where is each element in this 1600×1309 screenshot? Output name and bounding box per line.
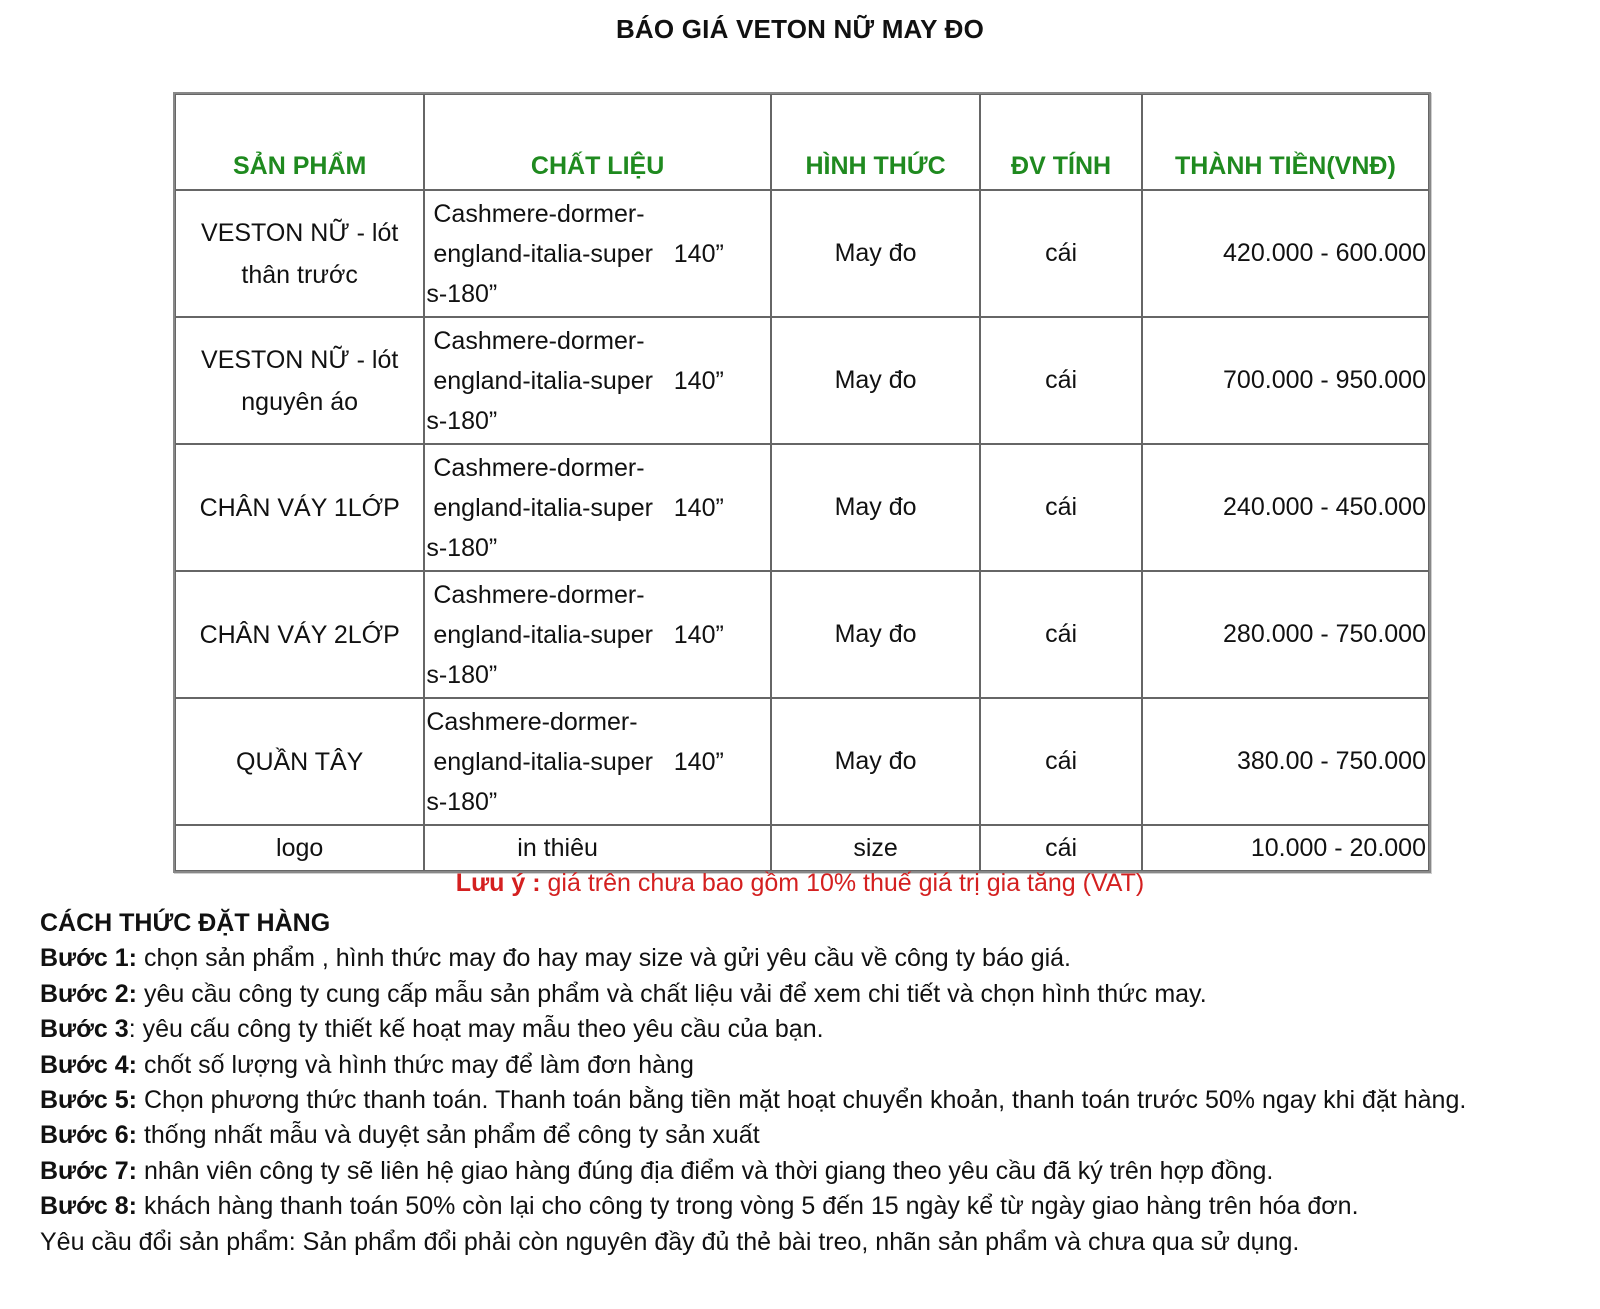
order-step — [40, 941, 1560, 976]
material-line2: england-italia-super 140” — [433, 366, 724, 395]
step-text: khách hàng thanh toán 50% còn lại cho công ty trong vòng 5 đến 15 ngày kể từ ngày giao hàng trên hóa đơn. — [137, 1192, 1359, 1221]
step-text: chốt số lượng và hình thức may để làm đơn hàng — [137, 1050, 694, 1079]
product-cell — [175, 317, 424, 444]
table-row-logo — [175, 825, 1429, 871]
method-cell: size — [771, 825, 981, 871]
step-label: Bước 8: — [40, 1192, 138, 1221]
price-cell: 420.000 - 600.000 — [1142, 190, 1429, 317]
header-price: THÀNH TIỀN(VNĐ) — [1142, 94, 1429, 190]
table-row — [175, 698, 1429, 825]
product-name-line2: thân trước — [241, 260, 358, 289]
material-line1: Cashmere-dormer- — [433, 199, 645, 228]
method-cell: May đo — [771, 444, 981, 571]
method-cell: May đo — [771, 698, 981, 825]
material-line3: s-180” — [426, 279, 498, 308]
unit-cell: cái — [980, 698, 1141, 825]
material-line3: s-180” — [426, 533, 498, 562]
header-material: CHẤT LIỆU — [424, 94, 770, 190]
product-name-line1: QUẦN TÂY — [236, 747, 364, 776]
step-text: yêu cầu công ty cung cấp mẫu sản phẩm và chất liệu vải để xem chi tiết và chọn hình thức may. — [137, 979, 1207, 1008]
price-cell: 280.000 - 750.000 — [1142, 571, 1429, 698]
order-instructions — [40, 906, 1560, 1260]
step-label: Bước 4: — [40, 1050, 138, 1079]
material-cell — [424, 698, 770, 825]
unit-cell: cái — [980, 190, 1141, 317]
order-step — [40, 1189, 1560, 1224]
vat-note — [0, 869, 1600, 898]
step-label: Bước 3 — [40, 1015, 129, 1044]
material-line1: Cashmere-dormer- — [433, 580, 645, 609]
material-line3: s-180” — [426, 787, 498, 816]
price-cell: 10.000 - 20.000 — [1142, 825, 1429, 871]
order-step — [40, 1118, 1560, 1153]
header-method: HÌNH THỨC — [771, 94, 981, 190]
page-title: BÁO GIÁ VETON NỮ MAY ĐO — [615, 14, 985, 44]
step-label: Bước 5: — [40, 1086, 138, 1115]
order-step — [40, 1154, 1560, 1189]
order-step — [40, 977, 1560, 1012]
method-cell: May đo — [771, 571, 981, 698]
material-cell: in thiêu — [424, 825, 770, 871]
material-line2: england-italia-super 140” — [433, 747, 724, 776]
method-cell: May đo — [771, 190, 981, 317]
product-name-line1: VESTON NỮ - lót — [201, 218, 399, 247]
material-line1: Cashmere-dormer- — [433, 453, 645, 482]
order-step — [40, 1083, 1560, 1118]
unit-cell: cái — [980, 444, 1141, 571]
product-name-line1: VESTON NỮ - lót — [201, 345, 399, 374]
table-row — [175, 317, 1429, 444]
table-row — [175, 571, 1429, 698]
product-cell — [175, 190, 424, 317]
unit-cell: cái — [980, 571, 1141, 698]
material-line2: england-italia-super 140” — [433, 493, 724, 522]
price-cell: 240.000 - 450.000 — [1142, 444, 1429, 571]
order-heading: CÁCH THỨC ĐẶT HÀNG — [40, 909, 331, 937]
material-line3: s-180” — [426, 406, 498, 435]
price-cell: 380.00 - 750.000 — [1142, 698, 1429, 825]
material-line2: england-italia-super 140” — [433, 620, 724, 649]
note-text: giá trên chưa bao gồm 10% thuế giá trị gia tăng (VAT) — [540, 869, 1145, 897]
material-line2: england-italia-super 140” — [433, 239, 724, 268]
product-cell — [175, 571, 424, 698]
header-product: SẢN PHẨM — [175, 94, 424, 190]
material-cell — [424, 444, 770, 571]
product-cell — [175, 698, 424, 825]
step-label: Bước 7: — [40, 1156, 138, 1185]
header-unit: ĐV TÍNH — [980, 94, 1141, 190]
order-step — [40, 1012, 1560, 1047]
material-cell — [424, 190, 770, 317]
step-label: Bước 1: — [40, 944, 138, 973]
unit-cell: cái — [980, 825, 1141, 871]
price-table — [173, 92, 1431, 873]
material-cell — [424, 571, 770, 698]
step-text: chọn sản phẩm , hình thức may đo hay may size và gửi yêu cầu về công ty báo giá. — [137, 944, 1071, 973]
table-row — [175, 190, 1429, 317]
price-cell: 700.000 - 950.000 — [1142, 317, 1429, 444]
product-cell — [175, 444, 424, 571]
product-name-line2: nguyên áo — [241, 387, 359, 416]
material-cell — [424, 317, 770, 444]
unit-cell: cái — [980, 317, 1141, 444]
step-label: Bước 6: — [40, 1121, 138, 1150]
material-line3: s-180” — [426, 660, 498, 689]
note-label: Lưu ý : — [455, 869, 541, 897]
material-line1: Cashmere-dormer- — [426, 707, 638, 736]
step-text: nhân viên công ty sẽ liên hệ giao hàng đúng địa điểm và thời giang theo yêu cầu đã ký trên hợp đồng. — [137, 1156, 1274, 1185]
product-name-line1: CHÂN VÁY 2LỚP — [199, 620, 400, 649]
step-text: thống nhất mẫu và duyệt sản phẩm để công ty sản xuất — [137, 1121, 760, 1150]
order-step — [40, 1048, 1560, 1083]
exchange-policy: Yêu cầu đổi sản phẩm: Sản phẩm đổi phải còn nguyên đầy đủ thẻ bài treo, nhãn sản phẩm và chưa qua sử dụng. — [40, 1227, 1300, 1256]
step-label: Bước 2: — [40, 979, 138, 1008]
product-cell: logo — [175, 825, 424, 871]
step-text: : yêu cấu công ty thiết kế hoạt may mẫu theo yêu cầu của bạn. — [128, 1015, 824, 1044]
step-text: Chọn phương thức thanh toán. Thanh toán bằng tiền mặt hoạt chuyển khoản, thanh toán trước 50% ngay khi đặt hàng. — [137, 1086, 1467, 1115]
material-line1: Cashmere-dormer- — [433, 326, 645, 355]
product-name-line1: CHÂN VÁY 1LỚP — [199, 493, 400, 522]
table-header-row — [175, 94, 1429, 190]
method-cell: May đo — [771, 317, 981, 444]
table-row — [175, 444, 1429, 571]
